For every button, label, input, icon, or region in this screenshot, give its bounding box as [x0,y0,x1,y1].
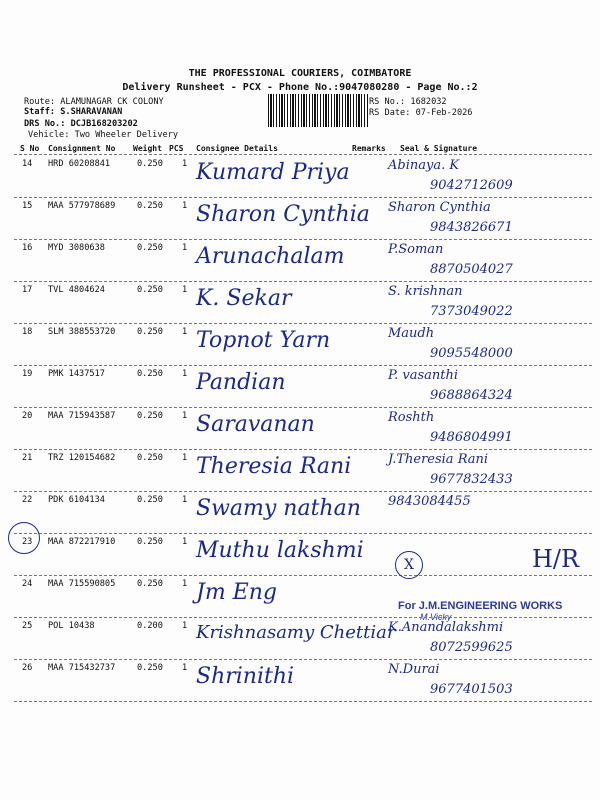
consignment-no: SLM 388553720 [48,327,116,337]
row-sno: 15 [22,201,33,211]
rs-no: RS No.: 1682032 [369,97,447,107]
consignment-no: TVL 4804624 [48,285,105,295]
weight: 0.250 [137,495,163,505]
pcs: 1 [182,663,188,673]
pcs: 1 [182,537,188,547]
col-weight: Weight [133,144,162,153]
consignment-no: MAA 872217910 [48,537,116,547]
consignee-handwriting: Pandian [196,370,286,395]
staff-line: Staff: S.SHARAVANAN [24,107,123,117]
weight: 0.250 [137,327,163,337]
signature-phone: 9677401503 [430,682,513,697]
pcs: 1 [182,285,188,295]
consignee-handwriting: Kumard Priya [196,160,350,185]
row-sno: 14 [22,159,33,169]
signature-line-1: J.Theresia Rani [388,452,489,467]
table-row [0,366,600,408]
consignee-handwriting: Swamy nathan [196,496,361,521]
pcs: 1 [182,411,188,421]
weight: 0.250 [137,369,163,379]
signature-phone: 9486804991 [430,430,513,445]
col-sno: S No [20,144,40,153]
table-row [0,324,600,366]
signature-phone: 7373049022 [430,304,513,319]
signature-phone: 9843826671 [430,220,513,235]
signature-phone: 9095548000 [430,346,513,361]
pcs: 1 [182,495,188,505]
pcs: 1 [182,369,188,379]
pcs: 1 [182,159,188,169]
table-row [0,450,600,492]
consignee-handwriting: Muthu lakshmi [196,538,364,563]
col-pcs: PCS [169,144,184,153]
row-23-hr-mark: H/R [532,545,580,573]
pcs: 1 [182,579,188,589]
signature-line-1: P. vasanthi [388,368,459,383]
vehicle-line: Vehicle: Two Wheeler Delivery [28,130,179,140]
company-title: THE PROFESSIONAL COURIERS, COIMBATORE [188,68,412,79]
weight: 0.250 [137,411,163,421]
row-sno: 18 [22,327,33,337]
pcs: 1 [182,201,188,211]
signature-line-1: Sharon Cynthia [388,200,491,215]
drs-line: DRS No.: DCJB168203202 [24,119,138,129]
pcs: 1 [182,243,188,253]
weight: 0.250 [137,201,163,211]
row-sno: 23 [22,537,33,547]
row-sno: 24 [22,579,33,589]
consignee-handwriting: Krishnasamy Chettiar [196,622,396,643]
weight: 0.200 [137,621,163,631]
row-sno: 21 [22,453,33,463]
consignment-no: TRZ 120154682 [48,453,116,463]
consignment-no: MAA 715943587 [48,411,116,421]
weight: 0.250 [137,453,163,463]
consignee-handwriting: Topnot Yarn [196,328,331,353]
pcs: 1 [182,453,188,463]
signature-line-1: Abinaya. K [388,158,460,173]
consignee-handwriting: Sharon Cynthia [196,202,370,227]
signature-line-1: S. krishnan [388,284,463,299]
consignee-handwriting: Shrinithi [196,664,295,689]
consignment-no: MAA 715590805 [48,579,116,589]
table-row [0,156,600,198]
row-sno: 22 [22,495,33,505]
pcs: 1 [182,621,188,631]
signature-line-1: N.Durai [388,662,440,677]
row-23-x-mark: X [395,551,423,579]
consignment-no: MAA 715432737 [48,663,116,673]
table-row [0,660,600,702]
consignment-no: POL 10438 [48,621,95,631]
signature-phone: 9688864324 [430,388,513,403]
row-sno: 25 [22,621,33,631]
consignment-no: PDK 6104134 [48,495,105,505]
table-row [0,534,600,576]
consignment-no: MYD 3080638 [48,243,105,253]
route-line: Route: ALAMUNAGAR CK COLONY [24,97,164,107]
signature-phone: 8870504027 [430,262,513,277]
consignment-no: PMK 1437517 [48,369,105,379]
col-consignee: Consignee Details [196,144,278,153]
consignee-handwriting: K. Sekar [196,286,292,311]
signature-line-1: K.Anandalakshmi [388,620,504,635]
table-row [0,408,600,450]
consignee-handwriting: Saravanan [196,412,315,437]
table-row [0,492,600,534]
consignee-handwriting: Arunachalam [196,244,345,269]
rs-date: RS Date: 07-Feb-2026 [369,108,473,118]
signature-line-1: 9843084455 [388,494,471,509]
table-row [0,282,600,324]
consignment-no: MAA 577978689 [48,201,116,211]
col-consignment: Consignment No [48,144,116,153]
consignment-no: HRD 60208841 [48,159,111,169]
signature-phone: 8072599625 [430,640,513,655]
signature-line-1: P.Soman [388,242,444,257]
row-divider [14,701,592,702]
signature-phone: 9042712609 [430,178,513,193]
col-seal: Seal & Signature [400,144,478,153]
row-sno: 26 [22,663,33,673]
table-row [0,576,600,622]
runsheet-title: Delivery Runsheet - PCX - Phone No.:9047080280 - Page No.:2 [122,82,478,93]
signature-line-1: Roshth [388,410,435,425]
row-sno: 16 [22,243,33,253]
pcs: 1 [182,327,188,337]
row-sno: 17 [22,285,33,295]
stamp-signature: M.Vicky [420,612,452,622]
weight: 0.250 [137,663,163,673]
consignee-handwriting: Jm Eng [196,580,277,605]
table-row [0,198,600,240]
col-remarks: Remarks [352,144,386,153]
table-row [0,618,600,660]
row-sno: 20 [22,411,33,421]
weight: 0.250 [137,159,163,169]
weight: 0.250 [137,243,163,253]
consignee-handwriting: Theresia Rani [196,454,352,479]
row-sno: 19 [22,369,33,379]
weight: 0.250 [137,579,163,589]
weight: 0.250 [137,285,163,295]
barcode [268,94,368,127]
weight: 0.250 [137,537,163,547]
signature-line-1: Maudh [388,326,435,341]
signature-phone: 9677832433 [430,472,513,487]
header-divider [14,154,592,155]
company-stamp: For J.M.ENGINEERING WORKS [398,600,563,612]
table-row [0,240,600,282]
row-23-circle-mark [8,522,40,554]
